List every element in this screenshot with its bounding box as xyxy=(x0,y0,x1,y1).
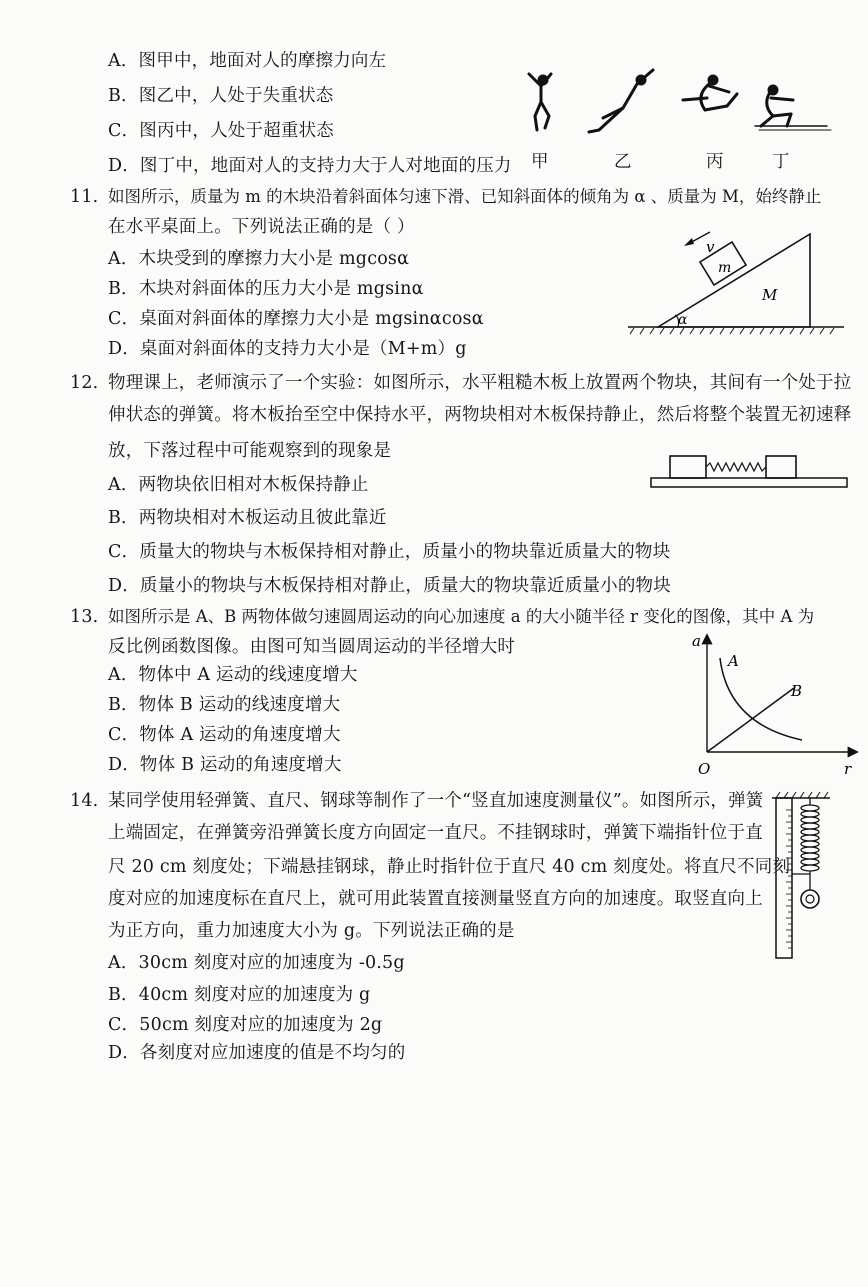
q12-option-a: A．两物块依旧相对木板保持静止 xyxy=(108,475,369,495)
axis-label-a: a xyxy=(692,632,701,650)
q14-stem-line2: 上端固定，在弹簧旁沿弹簧长度方向固定一直尺。不挂钢球时，弹簧下端指针位于直 xyxy=(108,823,763,843)
q12-option-c: C．质量大的物块与木板保持相对静止，质量小的物块靠近质量大的物块 xyxy=(108,542,671,562)
line-b xyxy=(707,688,794,752)
q14-spring-ruler-figure xyxy=(770,790,832,962)
stretched-spring xyxy=(706,463,766,471)
q12-number: 12. xyxy=(70,373,99,393)
block-right xyxy=(766,456,796,478)
q12-option-b: B．两物块相对木板运动且彼此靠近 xyxy=(108,508,387,528)
q14-stem-line5: 为正方向，重力加速度大小为 g。下列说法正确的是 xyxy=(108,921,515,941)
figure-jia-athlete xyxy=(529,74,551,130)
q14-option-a: A．30cm 刻度对应的加速度为 -0.5g xyxy=(108,953,405,973)
block-left xyxy=(670,456,706,478)
label-v: v xyxy=(706,238,715,256)
q11-incline-figure xyxy=(628,222,848,338)
q14-number: 14. xyxy=(70,791,99,811)
q14-stem-line3: 尺 20 cm 刻度处；下端悬挂钢球，静止时指针位于直尺 40 cm 刻度处。将直尺不同刻 xyxy=(108,857,791,877)
q14-stem-line1: 某同学使用轻弹簧、直尺、钢球等制作了一个“竖直加速度测量仪”。如图所示，弹簧 xyxy=(108,791,764,811)
wooden-board xyxy=(651,478,847,487)
figure-yi-athlete xyxy=(589,70,653,132)
q13-stem-line2: 反比例函数图像。由图可知当圆周运动的半径增大时 xyxy=(108,637,516,657)
curve-a xyxy=(720,658,802,740)
q12-stem-line3: 放，下落过程中可能观察到的现象是 xyxy=(108,441,392,461)
q13-option-d: D．物体 B 运动的角速度增大 xyxy=(108,755,342,775)
q12-stem-line2: 伸状态的弹簧。将木板抬至空中保持水平，两物块相对木板保持静止，然后将整个装置无初速释 xyxy=(108,405,852,425)
q11-stem-line2: 在水平桌面上。下列说法正确的是（ ） xyxy=(108,217,415,237)
q11-number: 11. xyxy=(70,187,99,207)
q10-option-a: A．图甲中，地面对人的摩擦力向左 xyxy=(108,51,387,71)
q13-option-c: C．物体 A 运动的角速度增大 xyxy=(108,725,341,745)
q13-stem-line1: 如图所示是 A、B 两物体做匀速圆周运动的向心加速度 a 的大小随半径 r 变化的图像，其中 A 为 xyxy=(108,607,815,626)
q12-board-spring-figure xyxy=(650,452,850,492)
q14-option-c: C．50cm 刻度对应的加速度为 2g xyxy=(108,1015,383,1035)
curve-a-label: A xyxy=(728,652,739,670)
q11-option-b: B．木块对斜面体的压力大小是 mgsinα xyxy=(108,279,424,299)
q13-option-b: B．物体 B 运动的线速度增大 xyxy=(108,695,341,715)
label-M: M xyxy=(762,286,778,304)
q11-option-c: C．桌面对斜面体的摩擦力大小是 mgsinαcosα xyxy=(108,309,484,329)
q14-stem-line4: 度对应的加速度标在直尺上，就可用此装置直接测量竖直方向的加速度。取竖直向上 xyxy=(108,889,763,909)
q13-graph xyxy=(690,632,860,777)
figure-bing-athlete xyxy=(683,76,737,110)
axis-label-r: r xyxy=(844,760,852,777)
q11-stem-line1: 如图所示，质量为 m 的木块沿着斜面体匀速下滑、已知斜面体的倾角为 α 、质量为 M，始终静止 xyxy=(108,187,822,206)
figure-label-bing: 丙 xyxy=(706,152,724,172)
q13-number: 13. xyxy=(70,607,99,627)
figure-label-yi: 乙 xyxy=(614,152,632,172)
spring-coil xyxy=(801,805,819,871)
q10-option-b: B．图乙中，人处于失重状态 xyxy=(108,86,334,106)
q12-stem-line1: 物理课上，老师演示了一个实验：如图所示，水平粗糙木板上放置两个物块，其间有一个处于拉 xyxy=(108,373,852,393)
figure-label-jia: 甲 xyxy=(531,152,549,172)
q11-option-d: D．桌面对斜面体的支持力大小是（M+m）g xyxy=(108,339,467,359)
q10-athletes-figure xyxy=(515,60,835,140)
q12-option-d: D．质量小的物块与木板保持相对静止，质量大的物块靠近质量小的物块 xyxy=(108,576,671,596)
q14-option-b: B．40cm 刻度对应的加速度为 g xyxy=(108,985,371,1005)
steel-ball xyxy=(801,890,819,908)
label-m: m xyxy=(718,260,732,276)
q13-option-a: A．物体中 A 运动的线速度增大 xyxy=(108,665,358,685)
figure-ding-athlete xyxy=(755,86,831,130)
q11-option-a: A．木块受到的摩擦力大小是 mgcosα xyxy=(108,249,410,269)
line-b-label: B xyxy=(791,682,803,700)
q10-option-d: D．图丁中，地面对人的支持力大于人对地面的压力 xyxy=(108,156,512,176)
figure-label-ding: 丁 xyxy=(772,152,790,172)
q14-option-d: D．各刻度对应加速度的值是不均匀的 xyxy=(108,1043,406,1063)
label-alpha: α xyxy=(678,312,688,328)
origin-label: O xyxy=(698,760,711,777)
q10-option-c: C．图丙中，人处于超重状态 xyxy=(108,121,334,141)
